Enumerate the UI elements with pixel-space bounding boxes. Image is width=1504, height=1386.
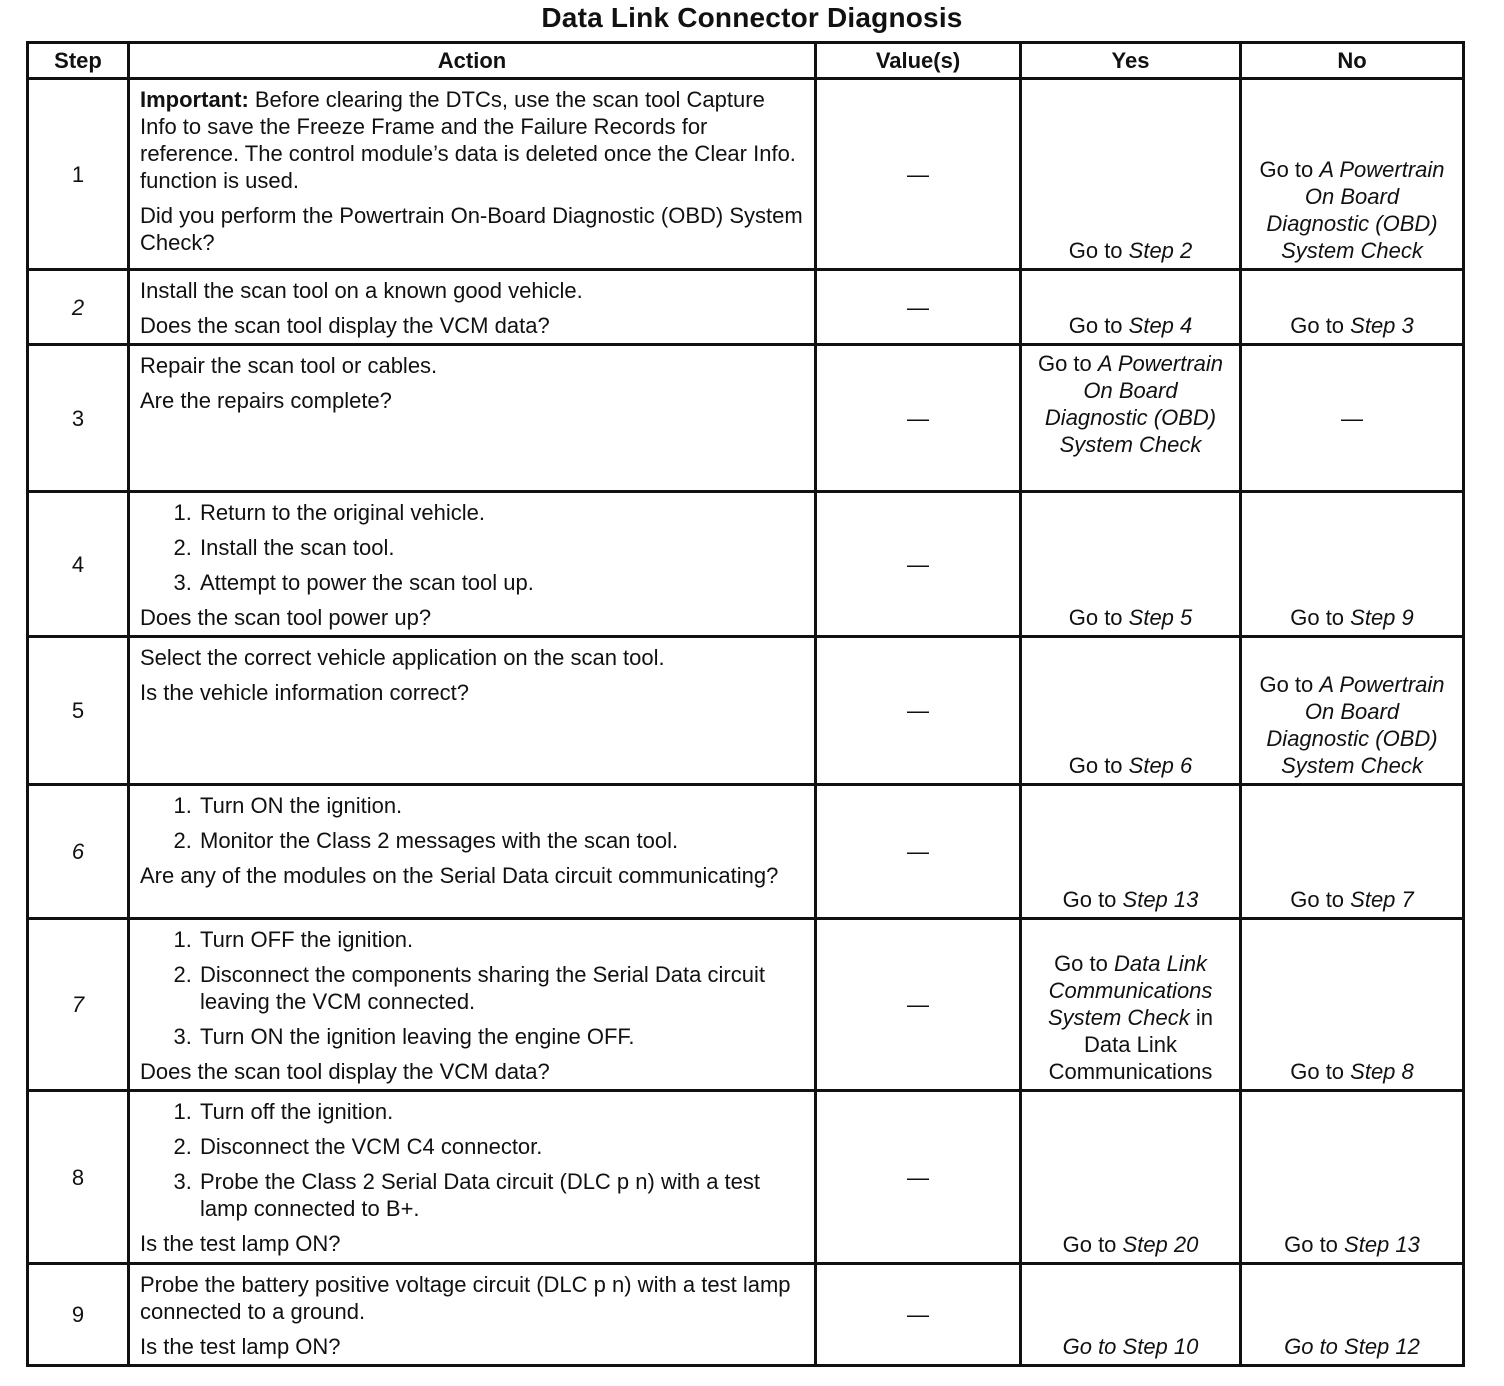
no-prefix: Go to	[1290, 605, 1351, 630]
no-link[interactable]: A Powertrain On Board Diagnostic (OBD) System Check	[1266, 672, 1445, 778]
no-cell	[1241, 270, 1464, 345]
yes-prefix: Go to	[1068, 238, 1129, 263]
step-number: 9	[28, 1264, 129, 1366]
yes-prefix: Go to	[1068, 313, 1129, 338]
yes-cell	[1021, 270, 1241, 345]
no-link[interactable]: Step 8	[1350, 1059, 1414, 1084]
important-label: Important:	[140, 87, 249, 112]
no-cell	[1241, 345, 1464, 492]
list-item: 3. Attempt to power the scan tool up.	[198, 569, 806, 596]
action-cell	[129, 919, 816, 1091]
yes-prefix: Go to	[1068, 605, 1129, 630]
list-item: 3. Turn ON the ignition leaving the engine OFF.	[198, 1023, 806, 1050]
value-cell	[816, 1091, 1021, 1264]
no-cell	[1241, 492, 1464, 637]
step-number: 8	[28, 1091, 129, 1264]
yes-link[interactable]: Data Link Communications System Check	[1047, 951, 1213, 1030]
yes-link[interactable]: Step 4	[1128, 313, 1193, 338]
list-item: 2. Monitor the Class 2 messages with the scan tool.	[198, 827, 806, 854]
step-number: 1	[28, 79, 129, 270]
value-cell	[816, 1264, 1021, 1366]
header-step: Step	[28, 43, 129, 79]
action-cell	[129, 345, 816, 492]
list-item: 2. Install the scan tool.	[198, 534, 806, 561]
no-cell	[1241, 919, 1464, 1091]
value-cell	[816, 492, 1021, 637]
action-question: Does the scan tool display the VCM data?	[140, 313, 550, 338]
yes-link[interactable]: Step 20	[1122, 1232, 1199, 1257]
no-cell	[1241, 785, 1464, 919]
list-item: 3. Probe the Class 2 Serial Data circuit (DLC p n) with a test lamp connected to B+.	[198, 1168, 806, 1222]
action-cell	[129, 785, 816, 919]
header-action: Action	[129, 43, 816, 79]
yes-cell	[1021, 79, 1241, 270]
table-row	[28, 270, 1464, 345]
yes-prefix: Go to	[1037, 351, 1098, 376]
action-question: Does the scan tool display the VCM data?	[140, 1059, 550, 1084]
no-text: —	[1341, 405, 1363, 431]
action-list	[140, 926, 806, 1050]
important-text: Before clearing the DTCs, use the scan tool Capture Info to save the Freeze Frame and the Failure Records for reference. The control module’s data is deleted once the Clear Info. function is used.	[140, 87, 796, 193]
table-row	[28, 919, 1464, 1091]
no-prefix: Go to	[1284, 1232, 1345, 1257]
action-cell	[129, 79, 816, 270]
value-text: —	[907, 551, 929, 577]
action-cell	[129, 637, 816, 785]
action-text: Probe the battery positive voltage circuit (DLC p n) with a test lamp connected to a ground.	[140, 1272, 791, 1324]
table-row	[28, 492, 1464, 637]
action-list	[140, 792, 806, 854]
no-cell	[1241, 637, 1464, 785]
value-text: —	[907, 161, 929, 187]
page-title: Data Link Connector Diagnosis	[541, 2, 963, 33]
no-link[interactable]: A Powertrain On Board Diagnostic (OBD) System Check	[1266, 157, 1445, 263]
value-cell	[816, 785, 1021, 919]
value-text: —	[907, 294, 929, 320]
yes-link[interactable]: Step 2	[1128, 238, 1193, 263]
action-text: Select the correct vehicle application on the scan tool.	[140, 645, 665, 670]
value-cell	[816, 345, 1021, 492]
no-prefix: Go to	[1290, 1059, 1351, 1084]
yes-cell	[1021, 1264, 1241, 1366]
yes-cell	[1021, 1091, 1241, 1264]
step-number: 7	[28, 919, 129, 1091]
value-cell	[816, 270, 1021, 345]
no-prefix: Go to	[1259, 672, 1320, 697]
no-prefix: Go to	[1290, 887, 1351, 912]
list-item: 2. Disconnect the components sharing the Serial Data circuit leaving the VCM connected.	[198, 961, 806, 1015]
action-cell	[129, 1264, 816, 1366]
action-question: Is the test lamp ON?	[140, 1334, 341, 1359]
step-number: 6	[28, 785, 129, 919]
yes-link[interactable]: A Powertrain On Board Diagnostic (OBD) System Check	[1044, 351, 1224, 457]
action-question: Are any of the modules on the Serial Data circuit communicating?	[140, 863, 779, 888]
action-cell	[129, 270, 816, 345]
yes-link[interactable]: Step 13	[1122, 887, 1199, 912]
step-number: 4	[28, 492, 129, 637]
value-text: —	[907, 839, 929, 864]
no-link[interactable]: Step 7	[1350, 887, 1414, 912]
table-row	[28, 637, 1464, 785]
yes-prefix: Go to	[1054, 951, 1114, 976]
action-cell	[129, 1091, 816, 1264]
action-question: Does the scan tool power up?	[140, 605, 432, 630]
value-text: —	[907, 405, 929, 431]
value-text: —	[907, 992, 929, 1017]
no-link[interactable]: Step 13	[1344, 1232, 1420, 1257]
yes-prefix: Go to	[1068, 753, 1129, 778]
yes-cell	[1021, 345, 1241, 492]
value-cell	[816, 79, 1021, 270]
diagnosis-table	[26, 41, 1465, 1367]
action-text: Install the scan tool on a known good vehicle.	[140, 278, 583, 303]
action-question: Did you perform the Powertrain On-Board Diagnostic (OBD) System Check?	[140, 203, 803, 255]
table-row	[28, 1264, 1464, 1366]
yes-link[interactable]: Step 6	[1128, 753, 1193, 778]
no-prefix: Go to	[1259, 157, 1320, 182]
value-text: —	[907, 698, 929, 723]
no-link[interactable]: Go to Step 12	[1284, 1334, 1420, 1359]
action-text: Repair the scan tool or cables.	[140, 353, 438, 378]
action-text	[140, 86, 806, 194]
table-row	[28, 785, 1464, 919]
no-prefix: Go to	[1290, 313, 1351, 338]
yes-cell	[1021, 637, 1241, 785]
table-row	[28, 79, 1464, 270]
list-item: 1. Turn OFF the ignition.	[198, 926, 806, 953]
list-item: 1. Return to the original vehicle.	[198, 499, 806, 526]
yes-link[interactable]: Step 5	[1128, 605, 1193, 630]
step-number: 5	[28, 637, 129, 785]
action-list	[140, 499, 806, 596]
yes-cell	[1021, 785, 1241, 919]
list-item: 1. Turn ON the ignition.	[198, 792, 806, 819]
list-item: 2. Disconnect the VCM C4 connector.	[198, 1133, 806, 1160]
action-question: Is the test lamp ON?	[140, 1231, 341, 1256]
action-list	[140, 1098, 806, 1222]
table-row	[28, 1091, 1464, 1264]
value-text: —	[907, 1164, 929, 1190]
yes-link[interactable]: Go to Step 10	[1062, 1334, 1199, 1359]
header-values: Value(s)	[816, 43, 1021, 79]
yes-suffix: in Data Link Communications	[1048, 1005, 1214, 1084]
action-question: Are the repairs complete?	[140, 388, 392, 413]
no-link[interactable]: Step 9	[1350, 605, 1414, 630]
no-cell	[1241, 79, 1464, 270]
table-row	[28, 345, 1464, 492]
yes-prefix: Go to	[1062, 887, 1123, 912]
value-cell	[816, 637, 1021, 785]
value-text: —	[907, 1302, 929, 1327]
action-question: Is the vehicle information correct?	[140, 680, 469, 705]
action-cell	[129, 492, 816, 637]
yes-cell	[1021, 919, 1241, 1091]
header-no: No	[1241, 43, 1464, 79]
no-link[interactable]: Step 3	[1350, 313, 1414, 338]
no-cell	[1241, 1264, 1464, 1366]
step-number: 2	[28, 270, 129, 345]
value-cell	[816, 919, 1021, 1091]
list-item: 1. Turn off the ignition.	[198, 1098, 806, 1125]
header-row	[28, 43, 1464, 79]
no-cell	[1241, 1091, 1464, 1264]
yes-prefix: Go to	[1062, 1232, 1123, 1257]
step-number: 3	[28, 345, 129, 492]
yes-cell	[1021, 492, 1241, 637]
header-yes: Yes	[1021, 43, 1241, 79]
